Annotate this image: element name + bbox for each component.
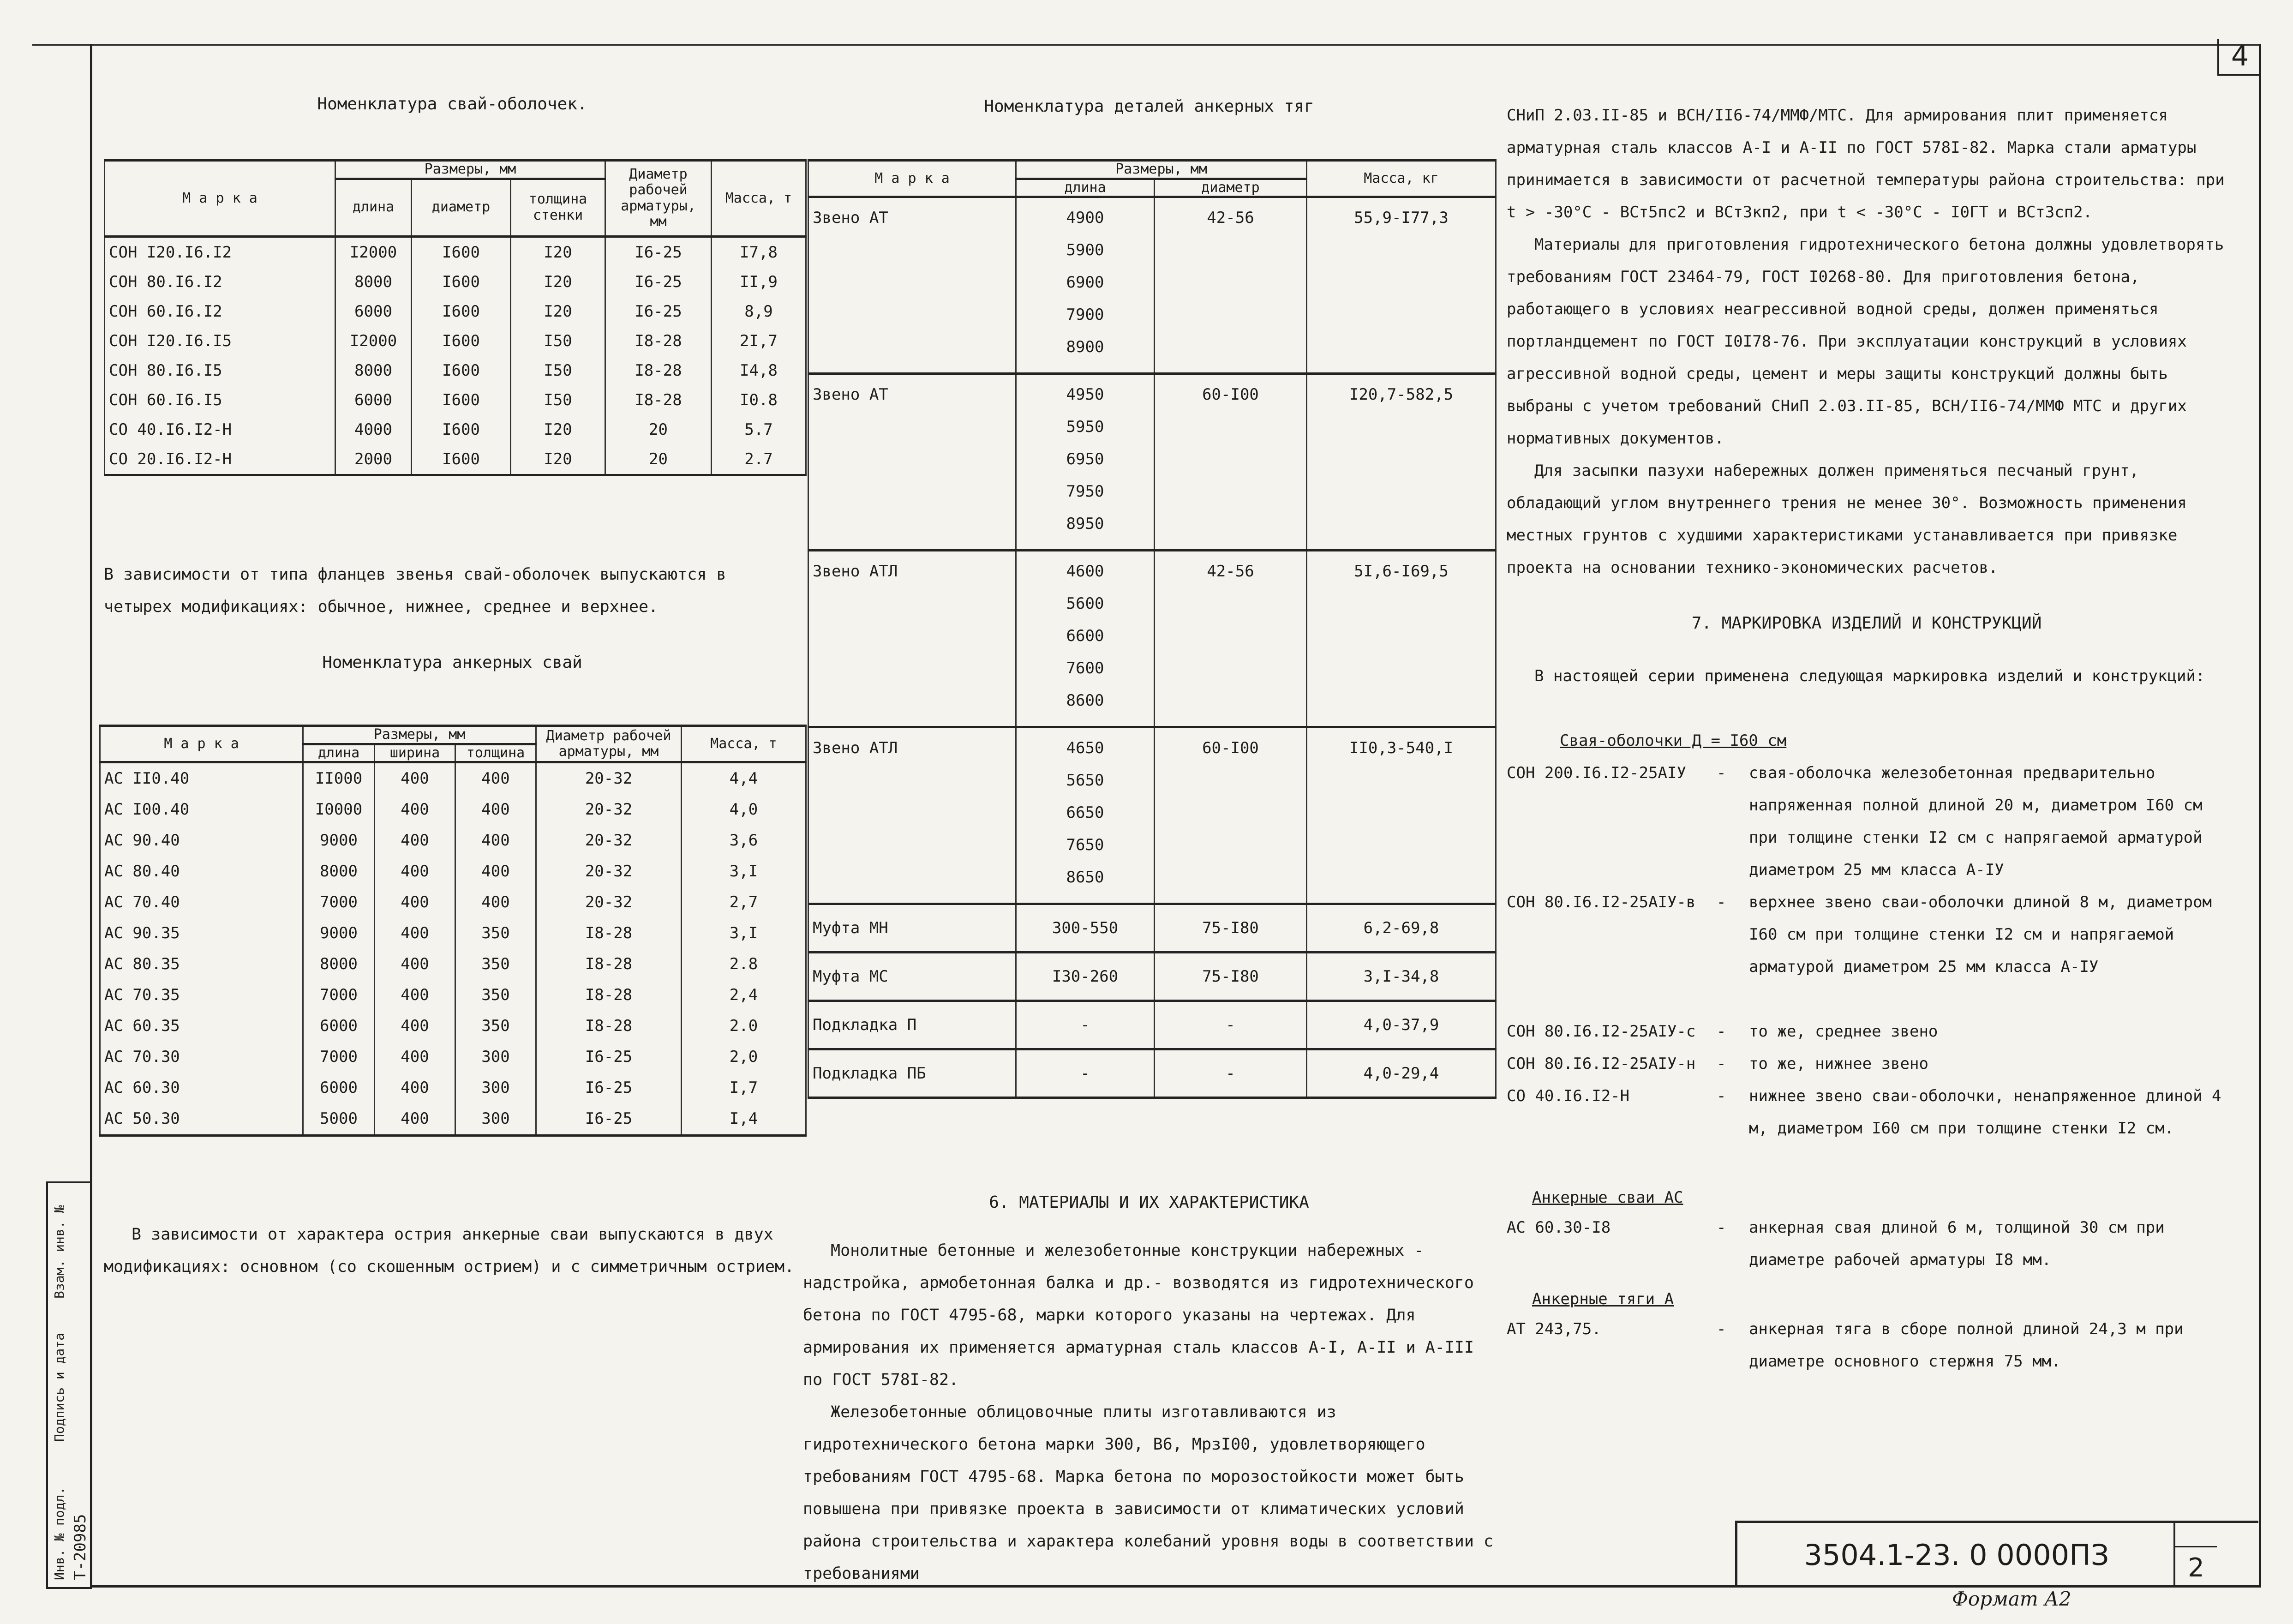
marking-code: СОН 80.I6.I2-25АIУ-н: [1507, 1055, 1696, 1073]
length-value: 6650: [1066, 803, 1104, 822]
row-diameter: 75-I80: [1155, 904, 1307, 953]
header-diameter: диаметр: [412, 179, 511, 236]
length-value: -: [1080, 1016, 1090, 1034]
anchor-rods-table-title: Номенклатура деталей анкерных тяг: [984, 97, 1314, 116]
length-value: 6900: [1066, 273, 1104, 292]
table-cell: 400: [455, 762, 536, 795]
table-cell: 8000: [335, 356, 412, 385]
table-row: [808, 551, 1496, 727]
table-cell: СОН 80.I6.I2: [105, 267, 335, 297]
table-cell: 2,7: [682, 887, 806, 918]
table-cell: I,4: [682, 1103, 806, 1136]
marking-dash: -: [1717, 1022, 1726, 1041]
row-lengths: [1016, 551, 1155, 727]
row-mass: 3,I-34,8: [1307, 953, 1496, 1001]
row-mass: 55,9-I77,3: [1307, 197, 1496, 374]
marking-description: свая-оболочка железобетонная предварительно напряженная полной длиной 20 м, диаметром I60 см при толщине стенки I2 см с напрягаемой арматурой диаметром 25 мм класса А-IУ: [1749, 764, 2203, 879]
header-length: длина: [1016, 179, 1155, 197]
table-cell: 400: [375, 1073, 455, 1103]
table-cell: АС 50.30: [100, 1103, 303, 1136]
table-cell: I4,8: [712, 356, 806, 385]
table-cell: I8-28: [536, 918, 682, 949]
title-block: [1735, 1521, 2208, 1588]
table-cell: I8-28: [605, 385, 712, 415]
table-cell: 350: [455, 918, 536, 949]
marking-code: СОН 80.I6.I2-25АIУ-с: [1507, 1022, 1696, 1041]
table-cell: 5.7: [712, 415, 806, 444]
header-mass: Масса, кг: [1307, 161, 1496, 197]
row-mark: Звено АТ: [808, 197, 1016, 374]
table-cell: АС 60.35: [100, 1011, 303, 1042]
marking-code: СОН 200.I6.I2-25АIУ: [1507, 764, 1686, 782]
section-7-title: 7. МАРКИРОВКА ИЗДЕЛИЙ И КОНСТРУКЦИЙ: [1691, 614, 2042, 633]
table-cell: I7,8: [712, 236, 806, 267]
table-cell: АС 90.40: [100, 825, 303, 856]
table-row: [100, 1011, 806, 1042]
table-cell: I2000: [335, 236, 412, 267]
table-cell: I6-25: [605, 236, 712, 267]
table-cell: I600: [412, 297, 511, 326]
length-value: 5900: [1066, 241, 1104, 259]
table-cell: СОН I20.I6.I2: [105, 236, 335, 267]
row-diameter: 42-56: [1155, 197, 1307, 374]
table-cell: 400: [375, 1011, 455, 1042]
right-para-2: Материалы для приготовления гидротехнического бетона должны удовлетворять требованиям ГОСТ 23464-79, ГОСТ I0268-80. Для приготовления бетона, работающего в условиях неагрессивной водной среды, должен применяться портландцемент по ГОСТ I0I78-76. При эксплуатации конструкций в условиях агрессивной водной среды, цемент и меры защиты конструкций должны быть выбраны с учетом требований СНиП 2.03.II-85, ВСН/II6-74/ММФ МТС и других нормативных документов.: [1507, 235, 2224, 448]
table-cell: I2000: [335, 326, 412, 356]
table-cell: I8-28: [536, 1011, 682, 1042]
table-cell: I600: [412, 326, 511, 356]
header-sizes: Размеры, мм: [335, 161, 605, 179]
table-cell: 3,I: [682, 918, 806, 949]
row-diameter: -: [1155, 1001, 1307, 1049]
row-mass: 6,2-69,8: [1307, 904, 1496, 953]
header-diameter: диаметр: [1155, 179, 1307, 197]
table-cell: СО 40.I6.I2-Н: [105, 415, 335, 444]
header-wall: толщина стенки: [511, 179, 605, 236]
table-cell: I8-28: [605, 356, 712, 385]
length-value: 8900: [1066, 338, 1104, 356]
length-value: 6600: [1066, 627, 1104, 645]
table-cell: 4000: [335, 415, 412, 444]
section-7-intro: В настоящей серии применена следующая маркировка изделий и конструкций:: [1534, 667, 2205, 685]
table-cell: 400: [375, 856, 455, 887]
marking-group-anchor-rods: Анкерные тяги А: [1532, 1290, 1674, 1308]
document-code: 3504.1-23. 0 0000ПЗ: [1804, 1538, 2109, 1572]
table-cell: I6-25: [536, 1103, 682, 1136]
row-lengths: [1016, 374, 1155, 551]
table-cell: 9000: [303, 918, 375, 949]
marking-description: анкерная тяга в сборе полной длиной 24,3 м при диаметре основного стержня 75 мм.: [1749, 1320, 2184, 1371]
marking-code: АТ 243,75.: [1507, 1320, 1601, 1338]
side-label-replace: Взам. инв. №: [52, 1205, 67, 1299]
table-cell: 300: [455, 1073, 536, 1103]
table-cell: 20-32: [536, 794, 682, 825]
length-value: 4650: [1066, 739, 1104, 757]
table-cell: АС 70.30: [100, 1042, 303, 1073]
table-cell: I20: [511, 267, 605, 297]
table-row: [100, 762, 806, 795]
table-cell: 2.7: [712, 444, 806, 475]
table-row: [100, 980, 806, 1011]
table-cell: I20: [511, 297, 605, 326]
table-row: [105, 444, 806, 475]
row-mark: Муфта МН: [808, 904, 1016, 953]
section-6-para-2: Железобетонные облицовочные плиты изготавливаются из гидротехнического бетона марки 300, В6, МрзI00, удовлетворяющего требованиям ГОСТ 4795-68. Марка бетона по морозостойкости может быть повышена при привязке проекта в зависимости от климатических условий района строительства и характера колебаний уровня воды в соответствии с требованиями: [803, 1403, 1494, 1583]
piles-table-title: Номенклатура свай-оболочек.: [317, 95, 587, 114]
length-value: 300-550: [1052, 919, 1119, 937]
right-para-1: СНиП 2.03.II-85 и ВСН/II6-74/ММФ/МТС. Для армирования плит применяется арматурная сталь классов А-I и А-II по ГОСТ 578I-82. Марка стали арматуры принимается в зависимости от расчетной температуры района строительства: при t > -30°С - ВСт5пс2 и ВСт3кп2, при t < -30°С - I0ГТ и ВСт3сп2.: [1507, 106, 2225, 222]
table-cell: АС II0.40: [100, 762, 303, 795]
length-value: 8600: [1066, 691, 1104, 710]
header-mass: Масса, т: [712, 161, 806, 237]
marking-dash: -: [1717, 1055, 1726, 1073]
row-lengths: [1016, 1049, 1155, 1098]
marking-description: анкерная свая длиной 6 м, толщиной 30 см при диаметре рабочей арматуры I8 мм.: [1749, 1218, 2165, 1269]
header-length: длина: [335, 179, 412, 236]
marking-code: СОН 80.I6.I2-25АIУ-в: [1507, 893, 1696, 911]
table-cell: 400: [455, 887, 536, 918]
row-mass: I20,7-582,5: [1307, 374, 1496, 551]
table-cell: I0.8: [712, 385, 806, 415]
table-cell: 2.8: [682, 949, 806, 980]
row-mass: II0,3-540,I: [1307, 727, 1496, 904]
marking-description: верхнее звено сваи-оболочки длиной 8 м, диаметром I60 см при толщине стенки I2 см и напрягаемой арматурой диаметром 25 мм класса А-IУ: [1749, 893, 2212, 976]
table-cell: 400: [375, 949, 455, 980]
sheet-number: 2: [2175, 1546, 2217, 1589]
row-diameter: 42-56: [1155, 551, 1307, 727]
table-cell: 400: [375, 794, 455, 825]
table-cell: 400: [455, 856, 536, 887]
table-cell: СО 20.I6.I2-Н: [105, 444, 335, 475]
table-cell: 400: [455, 825, 536, 856]
anchor-piles-table: [99, 725, 807, 1137]
length-value: 7650: [1066, 836, 1104, 854]
table-cell: 2I,7: [712, 326, 806, 356]
length-value: I30-260: [1052, 967, 1119, 986]
row-diameter: 60-I00: [1155, 727, 1307, 904]
table-cell: 300: [455, 1103, 536, 1136]
table-row: [105, 326, 806, 356]
section-6-para-1: Монолитные бетонные и железобетонные конструкции набережных - надстройка, армобетонная балка и др.- возводятся из гидротехнического бетона по ГОСТ 4795-68, марки которого указаны на чертежах. Для армирования их применяется арматурная сталь классов А-I, А-II и А-III по ГОСТ 578I-82.: [803, 1241, 1474, 1389]
table-cell: I600: [412, 356, 511, 385]
table-cell: 20-32: [536, 887, 682, 918]
table-cell: АС 60.30: [100, 1073, 303, 1103]
length-value: 8650: [1066, 868, 1104, 887]
table-cell: I50: [511, 326, 605, 356]
header-mass: Масса, т: [682, 726, 806, 762]
sheet-right-border: [2259, 44, 2261, 1585]
header-sizes: Размеры, мм: [1016, 161, 1307, 179]
marking-group-anchor-piles: Анкерные сваи АС: [1532, 1188, 1683, 1207]
marking-description: то же, среднее звено: [1749, 1022, 1938, 1041]
table-cell: 9000: [303, 825, 375, 856]
table-cell: 20-32: [536, 762, 682, 795]
header-length: длина: [303, 744, 375, 762]
table-row: [808, 727, 1496, 904]
table-cell: 3,6: [682, 825, 806, 856]
anchor-piles-note: В зависимости от характера острия анкерные сваи выпускаются в двух модификациях: основном (со скошенным острием) и с симметричным острием.: [104, 1225, 795, 1276]
row-diameter: 60-I00: [1155, 374, 1307, 551]
table-cell: 2,4: [682, 980, 806, 1011]
table-cell: I600: [412, 236, 511, 267]
row-mass: 4,0-37,9: [1307, 1001, 1496, 1049]
table-cell: 20: [605, 444, 712, 475]
length-value: 4950: [1066, 385, 1104, 404]
row-lengths: [1016, 1001, 1155, 1049]
table-cell: 5000: [303, 1103, 375, 1136]
marking-code: СО 40.I6.I2-Н: [1507, 1087, 1630, 1105]
row-mark: Подкладка П: [808, 1001, 1016, 1049]
row-diameter: 75-I80: [1155, 953, 1307, 1001]
table-row: [808, 904, 1496, 953]
table-cell: 400: [375, 825, 455, 856]
length-value: 7900: [1066, 306, 1104, 324]
table-cell: 20-32: [536, 856, 682, 887]
table-cell: 7000: [303, 887, 375, 918]
table-cell: 2,0: [682, 1042, 806, 1073]
table-cell: 3,I: [682, 856, 806, 887]
length-value: 5950: [1066, 418, 1104, 436]
table-row: [100, 918, 806, 949]
row-lengths: [1016, 727, 1155, 904]
table-row: [105, 385, 806, 415]
row-mass: 5I,6-I69,5: [1307, 551, 1496, 727]
table-cell: I6-25: [605, 267, 712, 297]
table-cell: 6000: [335, 297, 412, 326]
table-row: [100, 949, 806, 980]
table-cell: 20-32: [536, 825, 682, 856]
anchor-piles-table-title: Номенклатура анкерных свай: [322, 653, 582, 672]
table-row: [105, 236, 806, 267]
table-row: [808, 374, 1496, 551]
section-6-title: 6. МАТЕРИАЛЫ И ИХ ХАРАКТЕРИСТИКА: [989, 1193, 1309, 1212]
table-cell: 400: [375, 762, 455, 795]
marking-dash: -: [1717, 1320, 1726, 1338]
row-mark: Звено АТЛ: [808, 551, 1016, 727]
length-value: 5600: [1066, 594, 1104, 613]
length-value: 4900: [1066, 209, 1104, 227]
table-cell: 4,4: [682, 762, 806, 795]
header-mark: М а р к а: [808, 161, 1016, 197]
table-row: [100, 825, 806, 856]
side-label-inv: Инв. № подл.: [52, 1486, 67, 1580]
table-cell: I8-28: [536, 949, 682, 980]
table-row: [105, 356, 806, 385]
table-cell: 400: [375, 887, 455, 918]
row-lengths: [1016, 197, 1155, 374]
table-cell: 400: [375, 918, 455, 949]
table-cell: АС I00.40: [100, 794, 303, 825]
table-cell: 400: [375, 1103, 455, 1136]
table-cell: АС 90.35: [100, 918, 303, 949]
table-cell: 7000: [303, 980, 375, 1011]
table-cell: 400: [455, 794, 536, 825]
table-cell: I600: [412, 444, 511, 475]
length-value: 7600: [1066, 659, 1104, 677]
header-rebar: Диаметр рабочей арматуры, мм: [536, 726, 682, 762]
header-width: ширина: [375, 744, 455, 762]
page-number: 4: [2217, 39, 2261, 76]
table-row: [105, 297, 806, 326]
table-row: [100, 1042, 806, 1073]
header-mark: М а р к а: [100, 726, 303, 762]
row-mark: Звено АТ: [808, 374, 1016, 551]
marking-code: АС 60.30-I8: [1507, 1218, 1611, 1237]
table-cell: СОН 60.I6.I2: [105, 297, 335, 326]
table-row: [808, 1049, 1496, 1098]
table-cell: 400: [375, 1042, 455, 1073]
header-rebar: Диаметр рабочей арматуры, мм: [605, 161, 712, 237]
table-cell: II,9: [712, 267, 806, 297]
table-cell: 8000: [303, 856, 375, 887]
row-lengths: [1016, 953, 1155, 1001]
table-cell: 2.0: [682, 1011, 806, 1042]
table-row: [105, 415, 806, 444]
table-cell: I600: [412, 267, 511, 297]
table-cell: 2000: [335, 444, 412, 475]
marking-dash: -: [1717, 1087, 1726, 1105]
row-mark: Звено АТЛ: [808, 727, 1016, 904]
side-inv-number: Т-20985: [71, 1514, 90, 1580]
table-row: [105, 267, 806, 297]
table-cell: II000: [303, 762, 375, 795]
row-mark: Подкладка ПБ: [808, 1049, 1016, 1098]
header-thickness: толщина: [455, 744, 536, 762]
table-cell: 400: [375, 980, 455, 1011]
table-cell: 350: [455, 980, 536, 1011]
length-value: 5650: [1066, 771, 1104, 790]
piles-note: В зависимости от типа фланцев звенья свай-оболочек выпускаются в четырех модификациях: обычное, нижнее, среднее и верхнее.: [104, 565, 726, 616]
table-cell: I600: [412, 385, 511, 415]
table-row: [100, 856, 806, 887]
side-label-sign: Подпись и дата: [52, 1332, 67, 1442]
table-cell: I6-25: [536, 1073, 682, 1103]
table-cell: 6000: [303, 1073, 375, 1103]
table-cell: I8-28: [605, 326, 712, 356]
piles-table: [104, 159, 807, 476]
table-cell: АС 70.35: [100, 980, 303, 1011]
table-cell: I50: [511, 356, 605, 385]
table-row: [808, 953, 1496, 1001]
table-cell: 8,9: [712, 297, 806, 326]
length-value: 4600: [1066, 562, 1104, 581]
row-mark: Муфта МС: [808, 953, 1016, 1001]
anchor-rods-table: [808, 159, 1497, 1099]
table-cell: 300: [455, 1042, 536, 1073]
marking-dash: -: [1717, 1218, 1726, 1237]
length-value: -: [1080, 1064, 1090, 1083]
table-cell: I8-28: [536, 980, 682, 1011]
table-cell: 20: [605, 415, 712, 444]
table-cell: СОН 80.I6.I5: [105, 356, 335, 385]
table-cell: СОН 60.I6.I5: [105, 385, 335, 415]
table-cell: I6-25: [536, 1042, 682, 1073]
table-cell: 4,0: [682, 794, 806, 825]
row-diameter: -: [1155, 1049, 1307, 1098]
header-sizes: Размеры, мм: [303, 726, 536, 744]
table-cell: 350: [455, 949, 536, 980]
row-lengths: [1016, 904, 1155, 953]
table-cell: 350: [455, 1011, 536, 1042]
table-cell: I50: [511, 385, 605, 415]
table-cell: I20: [511, 444, 605, 475]
table-cell: 6000: [303, 1011, 375, 1042]
table-row: [808, 1001, 1496, 1049]
table-cell: АС 80.40: [100, 856, 303, 887]
table-cell: АС 70.40: [100, 887, 303, 918]
table-cell: I20: [511, 236, 605, 267]
marking-description: нижнее звено сваи-оболочки, ненапряженное длиной 4 м, диаметром I60 см при толщине стенки I2 см.: [1749, 1087, 2221, 1138]
length-value: 8950: [1066, 515, 1104, 533]
table-cell: АС 80.35: [100, 949, 303, 980]
table-cell: 7000: [303, 1042, 375, 1073]
table-cell: 8000: [303, 949, 375, 980]
table-cell: 6000: [335, 385, 412, 415]
sheet-number-box: [2173, 1521, 2258, 1588]
table-cell: 8000: [335, 267, 412, 297]
right-para-3: Для засыпки пазухи набережных должен применяться песчаный грунт, обладающий углом внутреннего трения не менее 30°. Возможность применения местных грунтов с худшими характеристиками устанавливается при привязке проекта на основании технико-экономических расчетов.: [1507, 461, 2187, 577]
table-cell: I6-25: [605, 297, 712, 326]
table-row: [100, 887, 806, 918]
marking-dash: -: [1717, 764, 1726, 782]
table-row: [808, 197, 1496, 374]
length-value: 7950: [1066, 482, 1104, 501]
row-mass: 4,0-29,4: [1307, 1049, 1496, 1098]
table-cell: I20: [511, 415, 605, 444]
format-label: Формат А2: [1952, 1588, 2071, 1610]
length-value: 6950: [1066, 450, 1104, 468]
table-row: [100, 794, 806, 825]
table-cell: I600: [412, 415, 511, 444]
table-row: [100, 1103, 806, 1136]
side-stamp: [46, 1181, 92, 1589]
header-mark: М а р к а: [105, 161, 335, 237]
table-row: [100, 1073, 806, 1103]
marking-description: то же, нижнее звено: [1749, 1055, 1928, 1073]
table-cell: I0000: [303, 794, 375, 825]
table-cell: СОН I20.I6.I5: [105, 326, 335, 356]
table-cell: I,7: [682, 1073, 806, 1103]
marking-dash: -: [1717, 893, 1726, 911]
marking-group-shells: Свая-оболочки Д = I60 см: [1560, 731, 1787, 750]
